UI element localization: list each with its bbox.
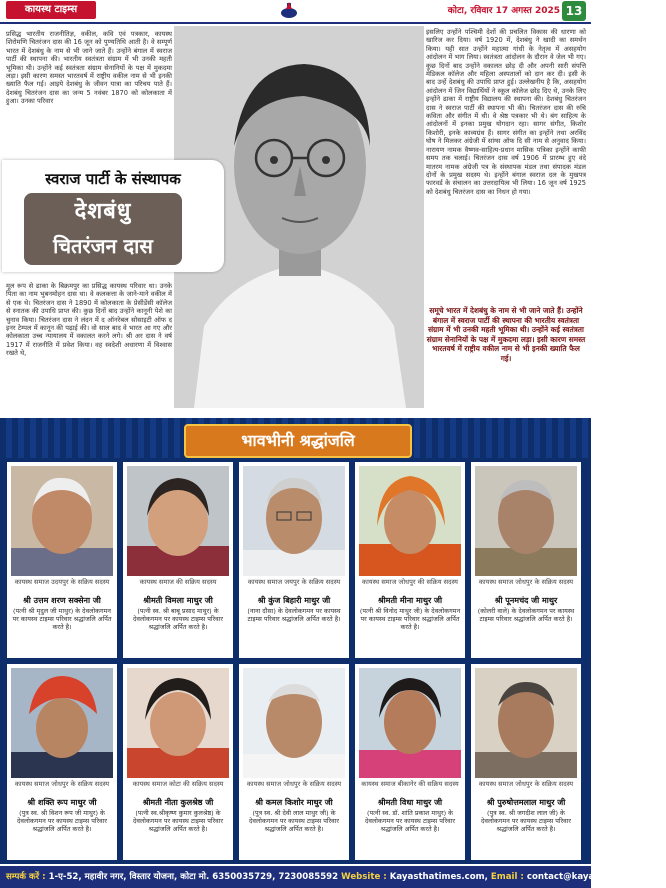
tribute-card <box>123 462 233 658</box>
tribute-photo <box>11 668 113 778</box>
footer-email[interactable]: contact@kayasthatimes.com <box>526 872 666 882</box>
tribute-name: श्री कुंज बिहारी माथुर जी <box>257 596 331 605</box>
article-column-left-top: प्रसिद्ध भारतीय राजनीतिज्ञ, वकील, कवि एवं पत्रकार, कायस्थ शिरोमणि चितरंजन दास की 16 जून को पुण्यतिथि आती है। वे सम्पूर्ण भारत में देशबंधु के नाम से भी जाने जाते हैं। उन्होंने बंगाल में स्वराज पार्टी की स्थापना की। भारतीय स्वतंत्रता संग्राम में भी उनकी महती भूमिका थी। उन्होंने कई स्वतंत्रता संग्राम सेनानियों के पक्ष में मुकदमा लड़ा। इसी कारण समस्त भारतवर्ष में राष्ट्रीय वकील नाम से भी इनकी ख्याति फैल गई। आइये देशबंधु के जीवन यात्रा का परिचय पाते हैं। देशबंधु चितरंजन दास का जन्म 5 नवंबर 1870 को कोलकाता में हुआ। उनका परिवार <box>6 30 172 106</box>
footer-address: 1-ए-52, महावीर नगर, विस्तार योजना, कोटा मो. 6350035729, 7230085592 <box>48 872 339 882</box>
footer-email-label: Email : <box>490 872 524 882</box>
tribute-photo <box>359 466 461 576</box>
tribute-name: श्रीमती विमला माथुर जी <box>143 596 213 605</box>
tribute-card <box>471 664 581 860</box>
tribute-name: श्री कमल किशोर माथुर जी <box>255 798 333 807</box>
tribute-photo <box>475 668 577 778</box>
footer-contact-label: सम्पर्क करें : <box>6 872 46 882</box>
tribute-community: कायस्थ समाज उदयपुर के सक्रिय सदस्य <box>14 578 110 586</box>
tribute-photo <box>11 466 113 576</box>
tribute-card <box>123 664 233 860</box>
tribute-community: कायस्थ समाज कोटा की सक्रिय सदस्य <box>132 780 224 788</box>
tribute-name: श्रीमती विधा माथुर जी <box>377 798 443 807</box>
article-highlight: समूचे भारत में देशबंधु के नाम से भी जाने जाते हैं। उन्होंने बंगाल में स्वराज पार्टी की स्थापना की भारतीय स्वतंत्रता संग्राम में भी उनकी महती भूमिका थी। उन्होंने कई स्वतंत्रता संग्राम सेनानियों के पक्ष में मुकदमा लड़ा। इसी कारण समस्त भारतवर्ष में राष्ट्रीय वकील नाम से भी इनकी ख्याति फैल गई। <box>426 306 586 363</box>
tribute-card <box>471 462 581 658</box>
tribute-photo <box>243 668 345 778</box>
tribute-photo <box>243 466 345 576</box>
pen-inkpot-icon <box>276 1 302 19</box>
title-name-line1: देशबंधु <box>74 199 132 224</box>
tribute-description: (पत्नी श्री मृदुल जी माथुर) के देवलोकगमन पर कायस्थ टाइम्स परिवार श्रद्धांजलि अर्पित करते है। <box>12 607 112 632</box>
footer-website[interactable]: Kayasthatimes.com, <box>389 872 488 882</box>
tribute-community: कायस्थ समाज जयपुर के सक्रिय सदस्य <box>247 578 341 586</box>
tribute-photo <box>475 466 577 576</box>
tribute-description: (पत्नी स्व.श्रीकृष्ण कुमार कुलश्रेष्ठ) के देवलोकगमन पर कायस्थ टाइम्स परिवार श्रद्धांजलि अर्पित करते है। <box>132 809 224 834</box>
tribute-name: श्री शक्ति रूप माथुर जी <box>27 798 97 807</box>
tribute-description: (पत्नी श्री विनोद माथुर जी) के देवलोकगमन पर कायस्थ टाइम्स परिवार श्रद्धांजलि अर्पित करते है। <box>359 607 461 632</box>
tribute-card <box>239 664 349 860</box>
tribute-description: (पत्नी स्व. डॉ. शांति प्रकाश माथुर) के देवलोकगमन पर कायस्थ टाइम्स परिवार श्रद्धांजलि अर्पित करते है। <box>364 809 456 834</box>
tribute-name: श्रीमती मीना माथुर जी <box>377 596 443 605</box>
tribute-description: (पुत्र स्व. श्री जगदीश लाल जी) के देवलोकगमन पर कायस्थ टाइम्स परिवार श्रद्धांजलि अर्पित करते है। <box>480 809 572 834</box>
tribute-description: (पुत्र स्व. श्री विशन रूप जी माथुर) के देवलोकगमन पर कायस्थ टाइम्स परिवार श्रद्धांजलि अर्पित करते है। <box>16 809 108 834</box>
tribute-community: कायस्थ समाज जोधपुर की सक्रिय सदस्य <box>362 578 458 586</box>
tribute-community: कायस्थ समाज जोधपुर के सक्रिय सदस्य <box>478 578 574 586</box>
tribute-name: श्री पुरुषोत्तमलाल माथुर जी <box>486 798 566 807</box>
masthead: कायस्थ टाइम्स <box>6 1 96 19</box>
tribute-photo <box>127 668 229 778</box>
tribute-card <box>239 462 349 658</box>
tribute-description: (पत्नी स्व. श्री बाबू प्रसाद माथुर) के देवलोकगमन पर कायस्थ टाइम्स परिवार श्रद्धांजलि अर्पित करते है। <box>132 607 224 632</box>
dateline: कोटा, रविवार 17 अगस्त 2025 <box>447 6 560 16</box>
title-name-line2: चितरंजन दास <box>53 234 153 258</box>
tribute-community: कायस्थ समाज जोधपुर के सक्रिय सदस्य <box>478 780 574 788</box>
tribute-community: कायस्थ समाज जोधपुर के सक्रिय सदस्य <box>246 780 342 788</box>
tribute-description: (कोलरी वाले) के देवलोकगमन पर कायस्थ टाइम्स परिवार श्रद्धांजलि अर्पित करते है। <box>477 607 575 624</box>
page-number: 13 <box>562 1 586 21</box>
article-column-right: इसलिए उन्होंने पश्चिमी देशों की प्रचलित विकास की धारणा को खारिज कर दिया। वर्ष 1920 में, देशबंधु ने खादी का समर्थन किया। यही सात उन्होंने महात्मा गांधी के नेतृत्व में असहयोग आंदोलन में भाग लिया। स्वतंत्रता आंदोलन के दौरान वे जेल भी गए। कुछ दिनों बाद उन्होंने वकालत छोड़ दी और अपनी सारी संपत्ति मेडिकल कॉलेज और महिला अस्पतालों को दान कर दी। इसी के बाद उन्हें देशबंधु की उपाधि प्राप्त हुई। उल्लेखनीय है कि, असहयोग आंदोलन में जिन विद्यार्थियों ने स्कूल कॉलेज छोड़ दिए थे, उनके लिए इन्होंने ढाका में राष्ट्रीय विद्यालय की स्थापना की। देशबंधु चितरंजन दास ने स्वराज पार्टी की स्थापना भी की। चितरंजन दास की रुचि कविता और संगीत में थी। वे श्रेष्ठ पत्रकार भी थे। बंग साहित्य के आंदोलनों में इनका प्रमुख योगदान रहा। सागर संगीत, किशोर किशोरी, इनके काव्यग्रंथ हैं। सागर संगीत का इन्होंने तथा अरविंद घोष ने मिलकर अंग्रेजी में सांग्स ऑफ दि सी नाम से अनुवाद किया। नारायण नामक वैष्णव-साहित्य-प्रधान मासिक पत्रिका इन्होंने काफी समय तक चलाई। चितरंजन दास वर्ष 1906 में प्रारम्भ हुए वंदे मातरम नामक अंग्रेजी पत्र के संस्थापक मंडल तथा संपादक मंडल दोनों के प्रमुख सदस्य थे। इन्होंने बंगाल स्वराज दल के मुखपत्र फारवर्ड के संचालन का उत्तरदायित्व भी लिया। 16 जून वर्ष 1925 को देशबंधु चितरंजन दास का निधन हो गया। <box>426 28 586 196</box>
tribute-photo <box>127 466 229 576</box>
tribute-heading: भावभीनी श्रद्धांजलि <box>241 431 355 450</box>
footer-website-label: Website : <box>341 872 387 882</box>
tribute-card <box>355 462 465 658</box>
footer-contact <box>6 868 666 886</box>
tribute-name: श्रीमती नीता कुलश्रेष्ठ जी <box>142 798 214 807</box>
tribute-photo <box>359 668 461 778</box>
tribute-name: श्री उत्तम शरण सक्सेना जी <box>23 596 101 605</box>
tribute-description: (नाना दौसा) के देवलोकगमन पर कायस्थ टाइम्स परिवार श्रद्धांजलि अर्पित करते है। <box>247 607 341 624</box>
tribute-community: कायस्थ समाज की सक्रिय सदस्य <box>139 578 217 586</box>
tribute-description: (पुत्र स्व. श्री देवी लाल माथुर जी) के देवलोकगमन पर कायस्थ टाइम्स परिवार श्रद्धांजलि अर्पित करते है। <box>248 809 340 834</box>
tribute-card <box>355 664 465 860</box>
tribute-card <box>7 664 117 860</box>
article-column-left-bottom: मूल रूप से ढाका के बिक्रमपुर का प्रसिद्ध कायस्थ परिवार था। उनके पिता का नाम भुबनमोहन दास था। वे कलकत्ता के जाने-माने वकील में से एक थे। चितरंजन दास ने 1890 में कोलकाता के प्रेसीडेंसी कॉलेज से स्नातक की उपाधि प्राप्त की। कुछ दिनों बाद उन्होंने कानूनी पेशे का चुनाव किया। चितरंजन दास ने लंदन में द ऑनरेबल सोसाइटी ऑफ द इनर टेम्पल में कानून की पढ़ाई की। वो साल बाद वे भारत आ गए और कोलकाता उच्च न्यायालय में वकालत करने लगे। श्री अर दास ने वर्ष 1917 में राजनीति में प्रवेश किया। वह स्वदेशी अधारणा में विश्वास रखते थे, <box>6 282 172 358</box>
title-subheading: स्वराज पार्टी के संस्थापक <box>45 170 181 188</box>
tribute-card <box>7 462 117 658</box>
tribute-name: श्री पूनमचंद जी माथुर <box>494 596 558 605</box>
tribute-community: कायस्थ समाज बीकानेर की सक्रिय सदस्य <box>361 780 459 788</box>
tribute-community: कायस्थ समाज जोधपुर के सक्रिय सदस्य <box>14 780 110 788</box>
